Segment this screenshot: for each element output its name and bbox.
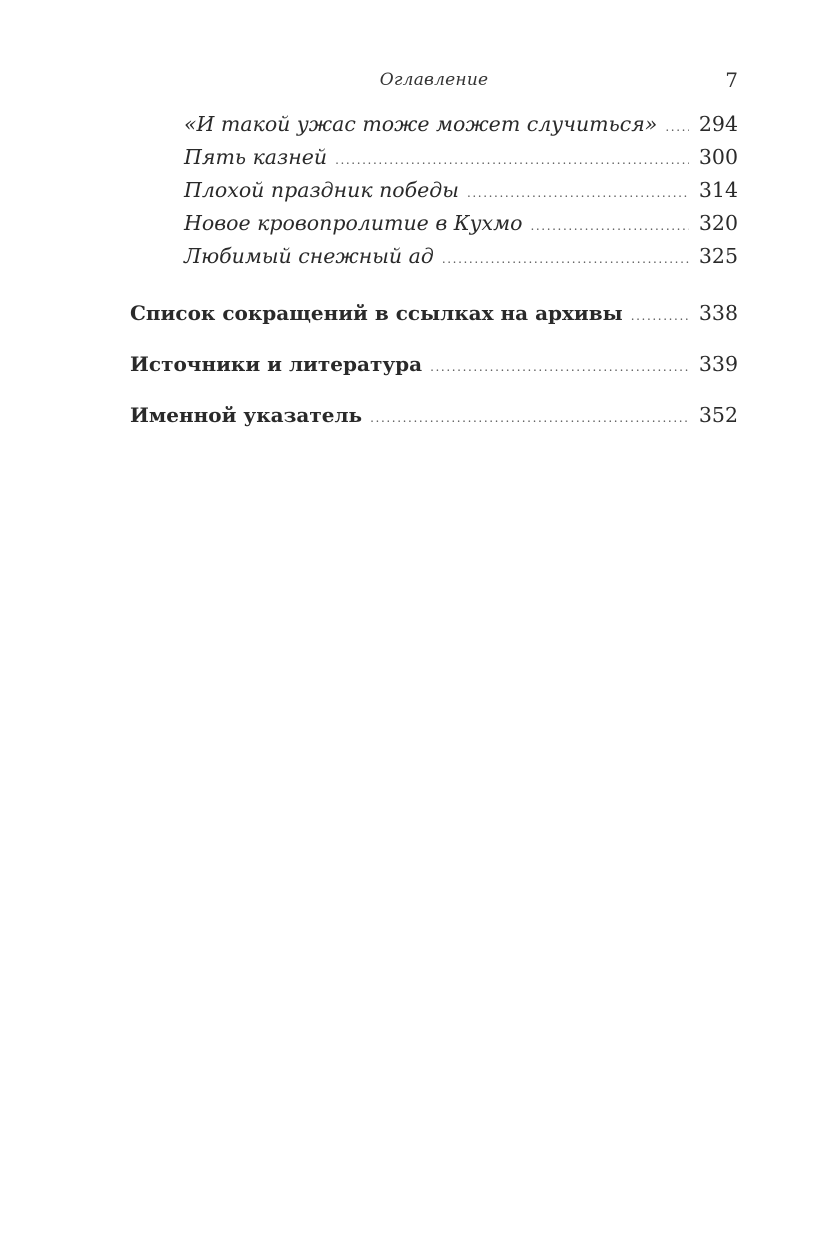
toc-entry-title: Пять казней [184,145,328,169]
toc-section-page: 352 [698,403,738,427]
toc-entry[interactable] [130,244,738,277]
toc-entry[interactable] [130,211,738,244]
toc-section-title: Источники и литература [130,352,423,376]
running-title: Оглавление [379,70,489,90]
toc-section-title: Список сокращений в ссылках на архивы [130,301,623,325]
toc-entry-title: Плохой праздник победы [184,178,459,202]
toc-entry-title: Любимый снежный ад [184,244,434,268]
dot-leader [467,186,689,200]
toc-entry-page: 300 [698,145,738,169]
dot-leader [430,360,689,374]
dot-leader [442,252,689,266]
toc-entry[interactable] [130,112,738,145]
running-header [130,70,738,96]
toc-section-page: 339 [698,352,738,376]
toc-entry-page: 314 [698,178,738,202]
dot-leader [335,153,689,167]
toc-section-entry[interactable] [130,403,738,454]
dot-leader [631,309,689,323]
toc-entry[interactable] [130,145,738,178]
toc-section-title: Именной указатель [130,403,363,427]
toc-section-entry[interactable] [130,301,738,352]
toc-entry-page: 294 [698,112,738,136]
toc-entry-title: «И такой ужас тоже может случиться» [184,112,658,136]
toc-entry[interactable] [130,178,738,211]
dot-leader [370,411,689,425]
table-of-contents [130,112,738,454]
toc-entry-page: 320 [698,211,738,235]
toc-section-page: 338 [698,301,738,325]
toc-section-entry[interactable] [130,352,738,403]
dot-leader [530,219,688,233]
toc-entry-title: Новое кровопролитие в Кухмо [184,211,523,235]
dot-leader [665,120,689,134]
page-number: 7 [725,68,738,92]
toc-entry-page: 325 [698,244,738,268]
